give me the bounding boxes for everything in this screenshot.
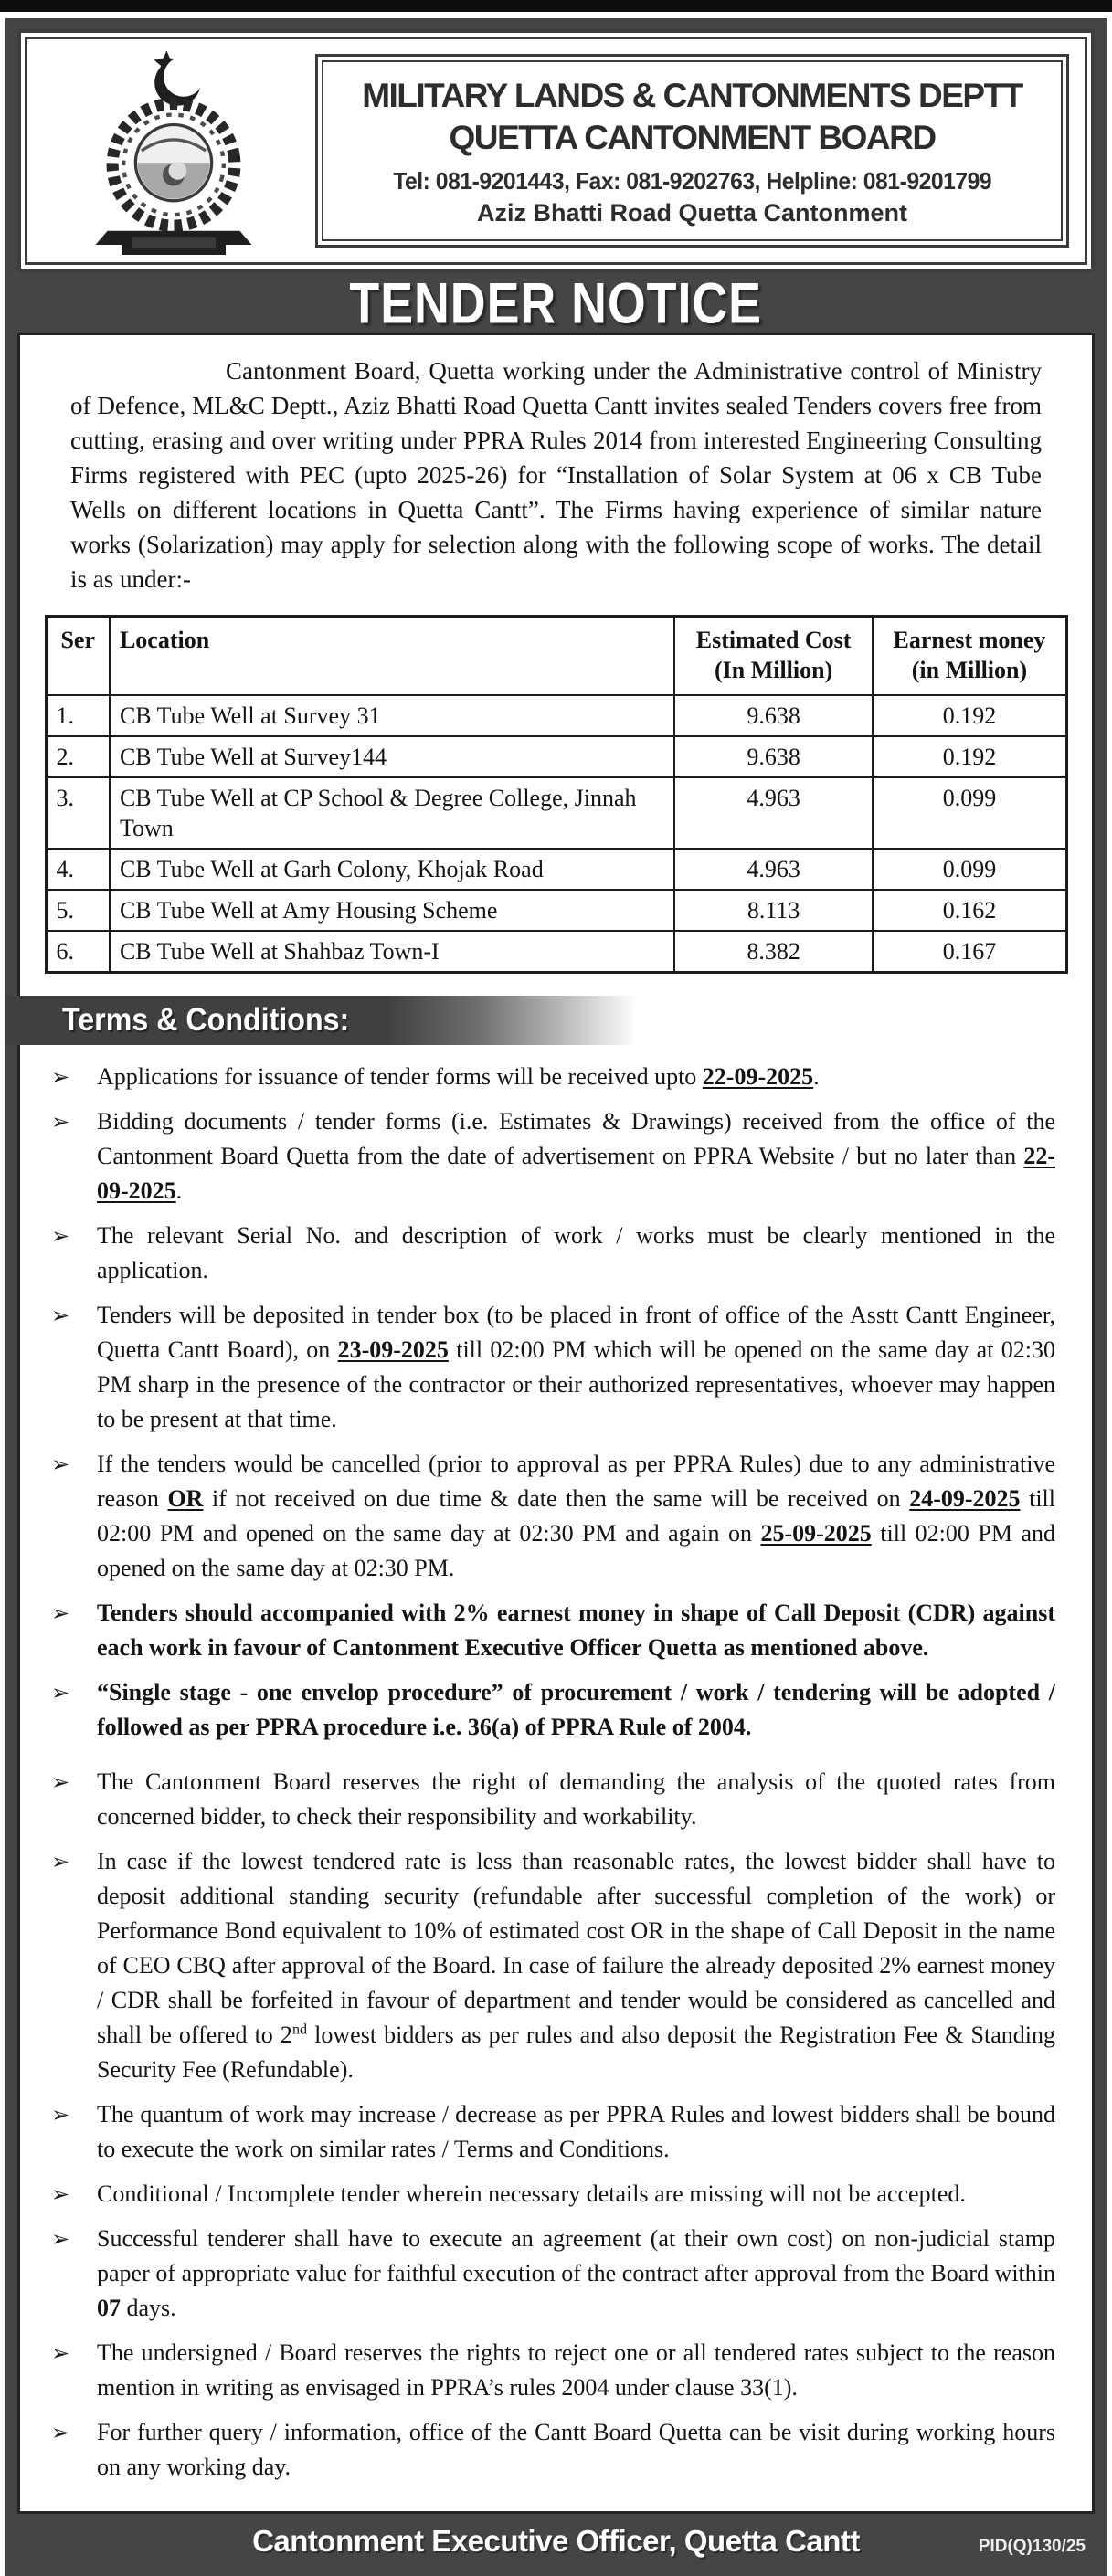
terms-item	[51, 1675, 1055, 1745]
text-segment: The quantum of work may increase / decrease as per PPRA Rules and lowest bidders shall be bound to execute the work on similar rates / Terms and Conditions.	[97, 2101, 1055, 2162]
terms-list	[51, 1060, 1055, 2485]
col-header-cost-line1: Estimated Cost	[695, 627, 852, 653]
estimated-cost-cell: 8.382	[674, 931, 874, 973]
table-row	[46, 931, 1066, 973]
text-segment: if not received on due time & date then the same will be received on	[203, 1485, 910, 1512]
top-gap	[0, 12, 1112, 18]
arrow-bullet-icon: ➢	[51, 1303, 70, 1328]
intro-paragraph	[70, 354, 1042, 596]
text-segment: “Single stage - one envelop procedure”	[97, 1679, 503, 1705]
works-table-header-row	[46, 617, 1066, 696]
arrow-bullet-icon: ➢	[51, 2340, 70, 2366]
terms-item	[51, 1447, 1055, 1586]
text-segment: Successful tenderer shall have to execute an agreement (at their own cost) on non-judicial stamp paper of appropriate value for faithful execution of the contract after approval from the Board within	[97, 2225, 1055, 2286]
arrow-bullet-icon: ➢	[51, 1769, 70, 1795]
col-header-estimated-cost	[674, 617, 874, 696]
table-row	[46, 695, 1066, 736]
text-segment: Tenders should accompanied with 2% earnest money in shape of Call Deposit (CDR) against each work in favour of Cantonment Executive Officer Quetta as mentioned above.	[97, 1599, 1055, 1661]
text-segment: 22-09-2025	[97, 1143, 1055, 1204]
works-table	[45, 615, 1068, 974]
terms-item	[51, 1219, 1055, 1288]
org-title-box	[322, 60, 1063, 241]
location-cell: CB Tube Well at Survey144	[110, 736, 674, 777]
text-segment: till 02:00 PM and opened on the same day at 02:30 PM.	[97, 1520, 1055, 1581]
col-header-money-line2: (in Million)	[911, 657, 1028, 683]
arrow-bullet-icon: ➢	[51, 1109, 70, 1135]
terms-item-text	[97, 1447, 1055, 1586]
earnest-money-cell: 0.167	[873, 931, 1066, 973]
terms-item-text	[97, 2415, 1055, 2485]
location-cell: CB Tube Well at CP School & Degree College, Jinnah Town	[110, 777, 674, 849]
location-cell: CB Tube Well at Amy Housing Scheme	[110, 890, 674, 931]
org-name-line1: MILITARY LANDS & CANTONMENTS DEPTT	[362, 77, 1022, 114]
arrow-bullet-icon: ➢	[51, 1849, 70, 1874]
location-cell: CB Tube Well at Garh Colony, Khojak Road	[110, 849, 674, 890]
col-header-location: Location	[110, 617, 674, 696]
text-segment: The relevant Serial No. and description of work / works must be clearly mentioned in the application.	[97, 1222, 1055, 1283]
text-segment: The Cantonment Board reserves the right of demanding the analysis of the quoted rates from concerned bidder, to check their responsibility and workability.	[97, 1768, 1055, 1830]
terms-item	[51, 1104, 1055, 1209]
terms-item-text	[97, 2222, 1055, 2326]
text-segment: 25-09-2025	[760, 1520, 872, 1547]
text-segment: In case if the lowest tendered rate is less than reasonable rates, the lowest bidder shall have to deposit additional standing security (refundable after successful completion of the work) or Performance Bond equivalent to 10% of estimated cost OR in the shape of Call Deposit in the name of CEO CBQ after approval of the Board. In case of failure the already deposited 2% earnest money / CDR shall be forfeited in favour of department and tender would be considered as cancelled and shall be offered to 2	[97, 1848, 1055, 2048]
earnest-money-cell: 0.099	[873, 777, 1066, 849]
terms-item-text	[97, 1765, 1055, 1834]
ser-cell: 5.	[46, 890, 110, 931]
terms-item-text	[97, 2177, 1055, 2212]
location-cell: CB Tube Well at Shahbaz Town-I	[110, 931, 674, 973]
text-segment: .	[813, 1063, 820, 1090]
text-segment: till 02:00 PM and opened on the same day at 02:30 PM and again on	[97, 1485, 1056, 1547]
header-inner	[25, 37, 1087, 265]
arrow-bullet-icon: ➢	[51, 1452, 70, 1477]
text-segment: Cantonment Board, Quetta working under the Administrative control of Ministry of Defence, ML&C Deptt., Aziz Bhatti Road Quetta Cantt invites sealed Tenders covers free from cutting, erasing and over writing under PPRA Rules 2014 from interested Engineering Consulting Firms registered with PEC (upto 2025-26) for	[70, 357, 1042, 489]
pakistan-crest-emblem-icon	[37, 47, 311, 255]
terms-item	[51, 1596, 1055, 1665]
arrow-bullet-icon: ➢	[51, 2420, 70, 2445]
estimated-cost-cell: 9.638	[674, 736, 874, 777]
banner-title: TENDER NOTICE	[349, 269, 763, 335]
text-segment: 07	[97, 2295, 121, 2321]
text-segment: till 02:00 PM which will be opened on the same day at 02:30 PM sharp in the presence of the contractor or their authorized representatives, whoever may happen to be present at that time.	[97, 1336, 1055, 1432]
table-row	[46, 890, 1066, 931]
terms-item	[51, 2336, 1055, 2405]
text-segment: If the tenders would be cancelled (prior to approval as per PPRA Rules) due to any administrative reason	[97, 1451, 1055, 1512]
text-segment: For further query / information, office of the Cantt Board Quetta can be visit during working hours on any working day.	[97, 2419, 1055, 2480]
text-segment: 24-09-2025	[909, 1485, 1021, 1512]
col-header-earnest-money	[873, 617, 1066, 696]
text-segment: Bidding documents / tender forms (i.e. Estimates & Drawings) received from the office of the Cantonment Board Quetta from the date of advertisement on PPRA Website / but no later than	[97, 1108, 1055, 1169]
text-segment: lowest bidders as per rules and also deposit the Registration Fee & Standing Security Fee (Refundable).	[97, 2022, 1055, 2083]
text-segment: The undersigned / Board reserves the rights to reject one or all tendered rates subject to the reason mention in writing as envisaged in PPRA’s rules 2004 under clause 33(1).	[97, 2339, 1055, 2401]
col-header-cost-line2: (In Million)	[714, 657, 833, 683]
ser-cell: 2.	[46, 736, 110, 777]
estimated-cost-cell: 4.963	[674, 849, 874, 890]
terms-item	[51, 2177, 1055, 2212]
advert-frame	[5, 18, 1107, 2576]
terms-item	[51, 2222, 1055, 2326]
terms-heading: Terms & Conditions:	[62, 1002, 350, 1038]
text-segment: days.	[121, 2295, 176, 2321]
table-row	[46, 849, 1066, 890]
text-segment: 22-09-2025	[702, 1063, 814, 1090]
terms-item-text	[97, 1596, 1055, 1665]
earnest-money-cell: 0.099	[873, 849, 1066, 890]
footer-band	[17, 2518, 1095, 2565]
terms-item-text	[97, 2336, 1055, 2405]
terms-item-text	[97, 1844, 1055, 2087]
location-cell: CB Tube Well at Survey 31	[110, 695, 674, 736]
arrow-bullet-icon: ➢	[51, 1223, 70, 1249]
text-segment: 23-09-2025	[337, 1336, 449, 1363]
top-rule-bar	[0, 0, 1112, 12]
org-name-line2: QUETTA CANTONMENT BOARD	[449, 119, 936, 156]
text-segment: Tenders will be deposited in tender box (to be placed in front of office of the Asstt Cantt Engineer, Quetta Cantt Board), on	[97, 1302, 1055, 1363]
table-row	[46, 736, 1066, 777]
terms-item	[51, 2415, 1055, 2485]
earnest-money-cell: 0.162	[873, 890, 1066, 931]
arrow-bullet-icon: ➢	[51, 1064, 70, 1090]
text-segment: The Firms having experience of similar nature works (Solarization) may apply for selection along with the following scope of works. The detail is as under:-	[70, 496, 1043, 593]
terms-item	[51, 1060, 1055, 1094]
arrow-bullet-icon: ➢	[51, 2102, 70, 2127]
ser-cell: 4.	[46, 849, 110, 890]
terms-item	[51, 1298, 1055, 1437]
col-header-money-line1: Earnest money	[893, 627, 1046, 653]
text-segment: nd	[291, 2022, 308, 2038]
text-segment: OR	[167, 1485, 204, 1512]
terms-item-text	[97, 2097, 1055, 2167]
terms-item-text	[97, 1298, 1055, 1437]
arrow-bullet-icon: ➢	[51, 2181, 70, 2207]
estimated-cost-cell: 4.963	[674, 777, 874, 849]
ser-cell: 1.	[46, 695, 110, 736]
text-segment: “Installation of Solar System at 06 x CB Tube Wells on different locations in Quetta Cantt”.	[70, 461, 1042, 523]
text-segment: of procurement / work / tendering will be adopted / followed as per PPRA procedure i.e. 36(a) of PPRA Rule of 2004.	[97, 1679, 1055, 1740]
arrow-bullet-icon: ➢	[51, 1600, 70, 1626]
header-contact-line: Tel: 081-9201443, Fax: 081-9202763, Helpline: 081-9201799	[393, 167, 991, 195]
terms-item-text	[97, 1675, 1055, 1745]
pakistan-crest-emblem-svg	[68, 47, 280, 255]
estimated-cost-cell: 8.113	[674, 890, 874, 931]
arrow-bullet-icon: ➢	[51, 1680, 70, 1705]
table-row	[46, 777, 1066, 849]
pid-number: PID(Q)130/25	[978, 2537, 1086, 2556]
col-header-ser: Ser	[46, 617, 110, 696]
terms-item-text	[97, 1219, 1055, 1288]
text-segment: .	[175, 1177, 183, 1204]
terms-item	[51, 1844, 1055, 2087]
text-segment: Applications for issuance of tender forms will be received upto	[97, 1063, 703, 1090]
estimated-cost-cell: 9.638	[674, 695, 874, 736]
header-address-line: Aziz Bhatti Road Quetta Cantonment	[477, 199, 907, 227]
notice-body	[17, 333, 1095, 2514]
header-box	[17, 29, 1095, 272]
terms-item	[51, 1765, 1055, 1834]
signatory: Cantonment Executive Officer, Quetta Cantt	[252, 2524, 860, 2558]
ser-cell: 6.	[46, 931, 110, 973]
terms-item-text	[97, 1104, 1055, 1209]
earnest-money-cell: 0.192	[873, 736, 1066, 777]
terms-heading-bar	[5, 996, 663, 1045]
terms-item-text	[97, 1060, 1055, 1094]
tender-notice-banner	[17, 269, 1095, 335]
arrow-bullet-icon: ➢	[51, 2226, 70, 2252]
ser-cell: 3.	[46, 777, 110, 849]
terms-item	[51, 2097, 1055, 2167]
earnest-money-cell: 0.192	[873, 695, 1066, 736]
text-segment: Conditional / Incomplete tender wherein necessary details are missing will not be accepted.	[97, 2180, 966, 2207]
